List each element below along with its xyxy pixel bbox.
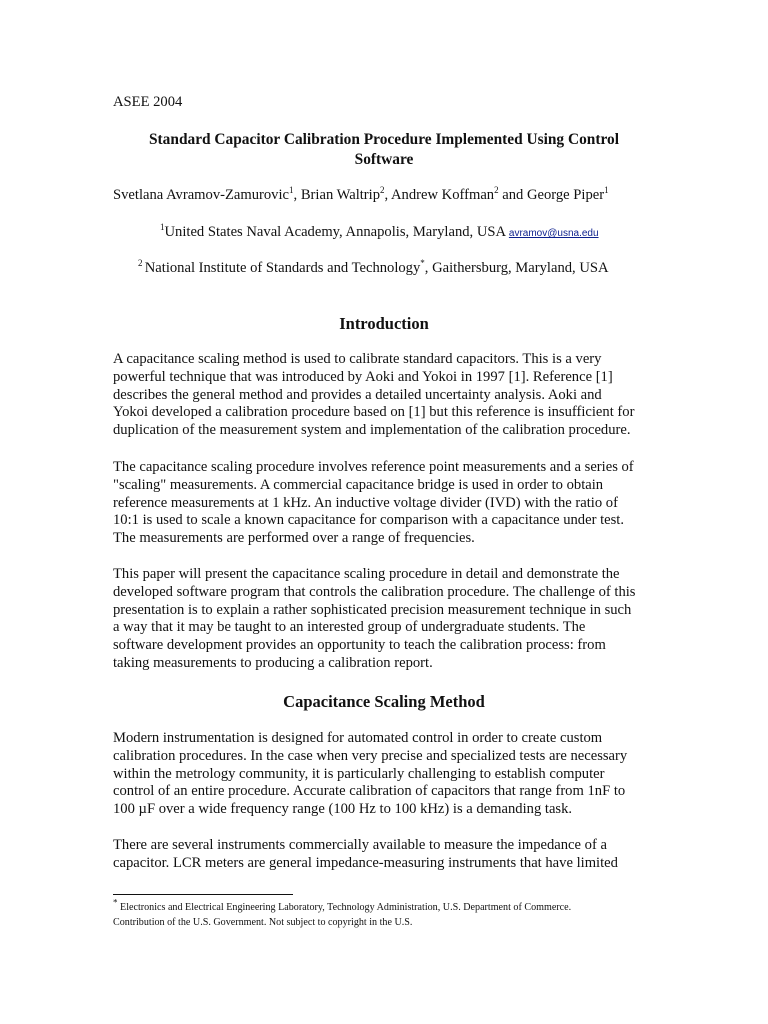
text-line: This paper will present the capacitance scaling procedure in detail and demonstrate the [113,566,620,582]
author-3: , Andrew Koffman [384,187,495,203]
footnote-star: * [113,897,118,908]
paper-title-line-2: Software [354,150,414,168]
text-line: duplication of the measurement system and implementation of the calibration procedure. [113,422,631,439]
text-line: The measurements are performed over a range of frequencies. [113,530,475,547]
introduction-heading: Introduction [339,314,429,333]
author-email-link[interactable]: avramov@usna.edu [508,228,599,239]
author-list [113,186,733,204]
footnote-line-2: Contribution of the U.S. Government. Not subject to copyright in the U.S. [113,916,413,928]
text-line: reference measurements at 1 kHz. An inductive voltage divider (IVD) with the ratio of [113,494,618,511]
method-paragraph-1 [113,730,658,819]
text-line: describes the general method and provides a detailed uncertainty analysis. Aoki and [113,386,602,403]
text-line: developed software program that controls the calibration procedure. The challenge of this [113,583,636,600]
affiliation-2-mark: 2 [138,258,145,269]
text-line: capacitor. LCR meters are general impedance-measuring instruments that have limited [113,854,618,871]
method-paragraph-2 [113,837,658,873]
conference-header: ASEE 2004 [113,94,183,110]
affiliation-2 [138,259,698,277]
text-line: 100 µF over a wide frequency range (100 Hz to 100 kHz) is a demanding task. [113,801,573,818]
text-line: presentation is to explain a rather sophisticated precision measurement technique in such [113,601,632,618]
author-2-affiliation-mark: 2 [380,185,385,196]
affiliation-2-text: National Institute of Standards and Technology [144,260,421,276]
paper-title [0,130,768,169]
text-line: powerful technique that was introduced by Aoki and Yokoi in 1997 [1]. Reference [1] [113,368,613,385]
text-line: 10:1 is used to scale a known capacitance for comparison with a capacitance under test. [113,512,624,529]
text-line: software development provides an opportunity to teach the calibration process: from [113,637,606,654]
text-line: "scaling" measurements. A commercial capacitance bridge is used in order to obtain [113,476,604,493]
affiliation-2-location: , Gaithersburg, Maryland, USA [424,260,609,276]
footnote-star-mark: * [420,258,425,269]
author-4: and George Piper [498,187,605,203]
text-line: Modern instrumentation is designed for automated control in order to create custom [113,730,603,746]
text-line: A capacitance scaling method is used to calibrate standard capacitors. This is a very [113,351,602,367]
author-1: Svetlana Avramov-Zamurovic [113,187,290,203]
text-line: There are several instruments commercially available to measure the impedance of a [113,837,607,853]
paper-title-line-1: Standard Capacitor Calibration Procedure Implemented Using Control [149,131,619,148]
text-line: The capacitance scaling procedure involves reference point measurements and a series of [113,459,634,475]
text-line: calibration procedures. In the case when very precise and specialized tests are necessary [113,747,628,764]
author-1-affiliation-mark: 1 [289,185,294,196]
text-line: Yokoi developed a calibration procedure based on [1] but this reference is insufficient for [113,404,635,421]
capacitance-scaling-heading: Capacitance Scaling Method [283,692,485,711]
text-line: taking measurements to producing a calibration report. [113,654,433,671]
intro-paragraph-3 [113,566,658,673]
footnote-separator [113,894,293,895]
author-2: , Brian Waltrip [293,187,381,203]
affiliation-1 [160,223,720,243]
author-3-affiliation-mark: 2 [494,185,499,196]
affiliation-1-text: United States Naval Academy, Annapolis, Maryland, USA [164,224,509,240]
intro-paragraph-1 [113,351,658,440]
text-line: a way that it may be taught to an interested group of undergraduate students. The [113,619,586,636]
affiliation-1-mark: 1 [160,222,165,233]
intro-paragraph-2 [113,459,658,548]
footnote [113,897,658,931]
text-line: control of an entire procedure. Accurate calibration of capacitors that range from 1nF to [113,783,626,800]
text-line: within the metrology community, it is particularly challenging to establish computer [113,765,605,782]
footnote-line-1: * Electronics and Electrical Engineering Laboratory, Technology Administration, U.S. Department of Commerce. [113,897,572,913]
author-4-affiliation-mark: 1 [604,185,609,196]
